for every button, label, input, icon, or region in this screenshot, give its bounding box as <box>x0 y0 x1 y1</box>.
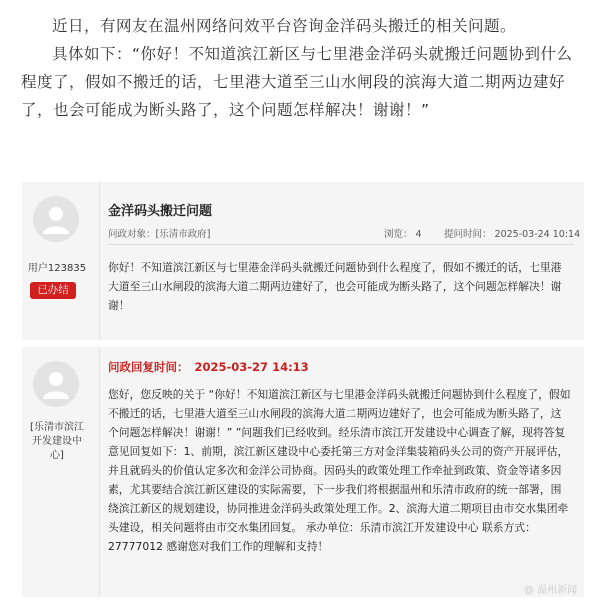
user-avatar-icon <box>39 202 73 236</box>
org-avatar-icon <box>39 367 73 401</box>
vertical-divider <box>99 182 100 340</box>
question-user-panel <box>22 182 100 340</box>
user-name: 用户123835 <box>27 263 87 274</box>
intro-paragraph-2: 具体如下：“你好！不知道滨江新区与七里港金洋码头就搬迁问题协到什么程度了，假如不搬迁的话，七里港大道至三山水闸段的滨海大道二期两边建好了，也会可能成为断头路了，这个问题怎样解决！谢谢！” <box>21 45 573 119</box>
question-title[interactable]: 金洋码头搬迁问题 <box>108 204 213 219</box>
question-target: 问政对象：[乐清市政府] <box>108 229 211 240</box>
watermark: @ 温州新闻 <box>524 585 578 596</box>
question-card <box>22 182 584 340</box>
reply-org-panel <box>22 347 100 597</box>
reply-org-name: [乐清市滨江开发建设中心] <box>30 422 84 461</box>
avatar <box>33 196 79 242</box>
view-count: 浏览： 4 <box>384 229 422 240</box>
reply-time: 2025-03-27 14:13 <box>194 360 309 374</box>
avatar <box>33 361 79 407</box>
status-badge: 已办结 <box>30 282 76 299</box>
question-time: 提问时间： 2025-03-24 10:14 <box>444 229 581 240</box>
vertical-divider <box>99 347 100 597</box>
reply-card <box>22 347 584 597</box>
question-body: 你好！不知道滨江新区与七里港金洋码头就搬迁问题协到什么程度了，假如不搬迁的话，七里港大道至三山水闸段的滨海大道二期两边建好了，也会可能成为断头路了，这个问题怎样解决！谢谢！ <box>108 261 562 312</box>
reply-body: 您好，您反映的关于 “你好！不知道滨江新区与七里港金洋码头就搬迁问题协到什么程度了，假如不搬迁的话，七里港大道至三山水闸段的滨海大道二期两边建好了，也会可能成为断头路了，这个问题怎样解决！谢谢！” ”问题我们已经收到。经乐清市滨江开发建设中心调查了解，现将答复意见回复如下：1、前期，滨江新区建设中心委托第三方对金洋集装箱码头公司的资产开展评估，并且就码头的价值认定多次和金洋公司协商。因码头的政策处理工作牵扯到政策、资金等诸多因素，尤其要结合滨江新区建设的实际需要，下一步我们将根据温州和乐清市政府的统一部署，围绕滨江新区的规划建设，协同推进金洋码头政策处理工作。2、滨海大道二期项目由市交水集团牵头建设，相关问题将由市交水集团回复。 承办单位：乐清市滨江开发建设中心 联系方式：27777012 感谢您对我们工作的理解和支持！ <box>108 388 571 553</box>
intro-paragraph-1: 近日，有网友在温州网络问效平台咨询金洋码头搬迁的相关问题。 <box>52 17 517 35</box>
intro-text <box>21 12 587 124</box>
meta-divider <box>108 244 574 245</box>
reply-header <box>108 359 309 375</box>
reply-time-label: 问政回复时间： <box>108 360 189 374</box>
